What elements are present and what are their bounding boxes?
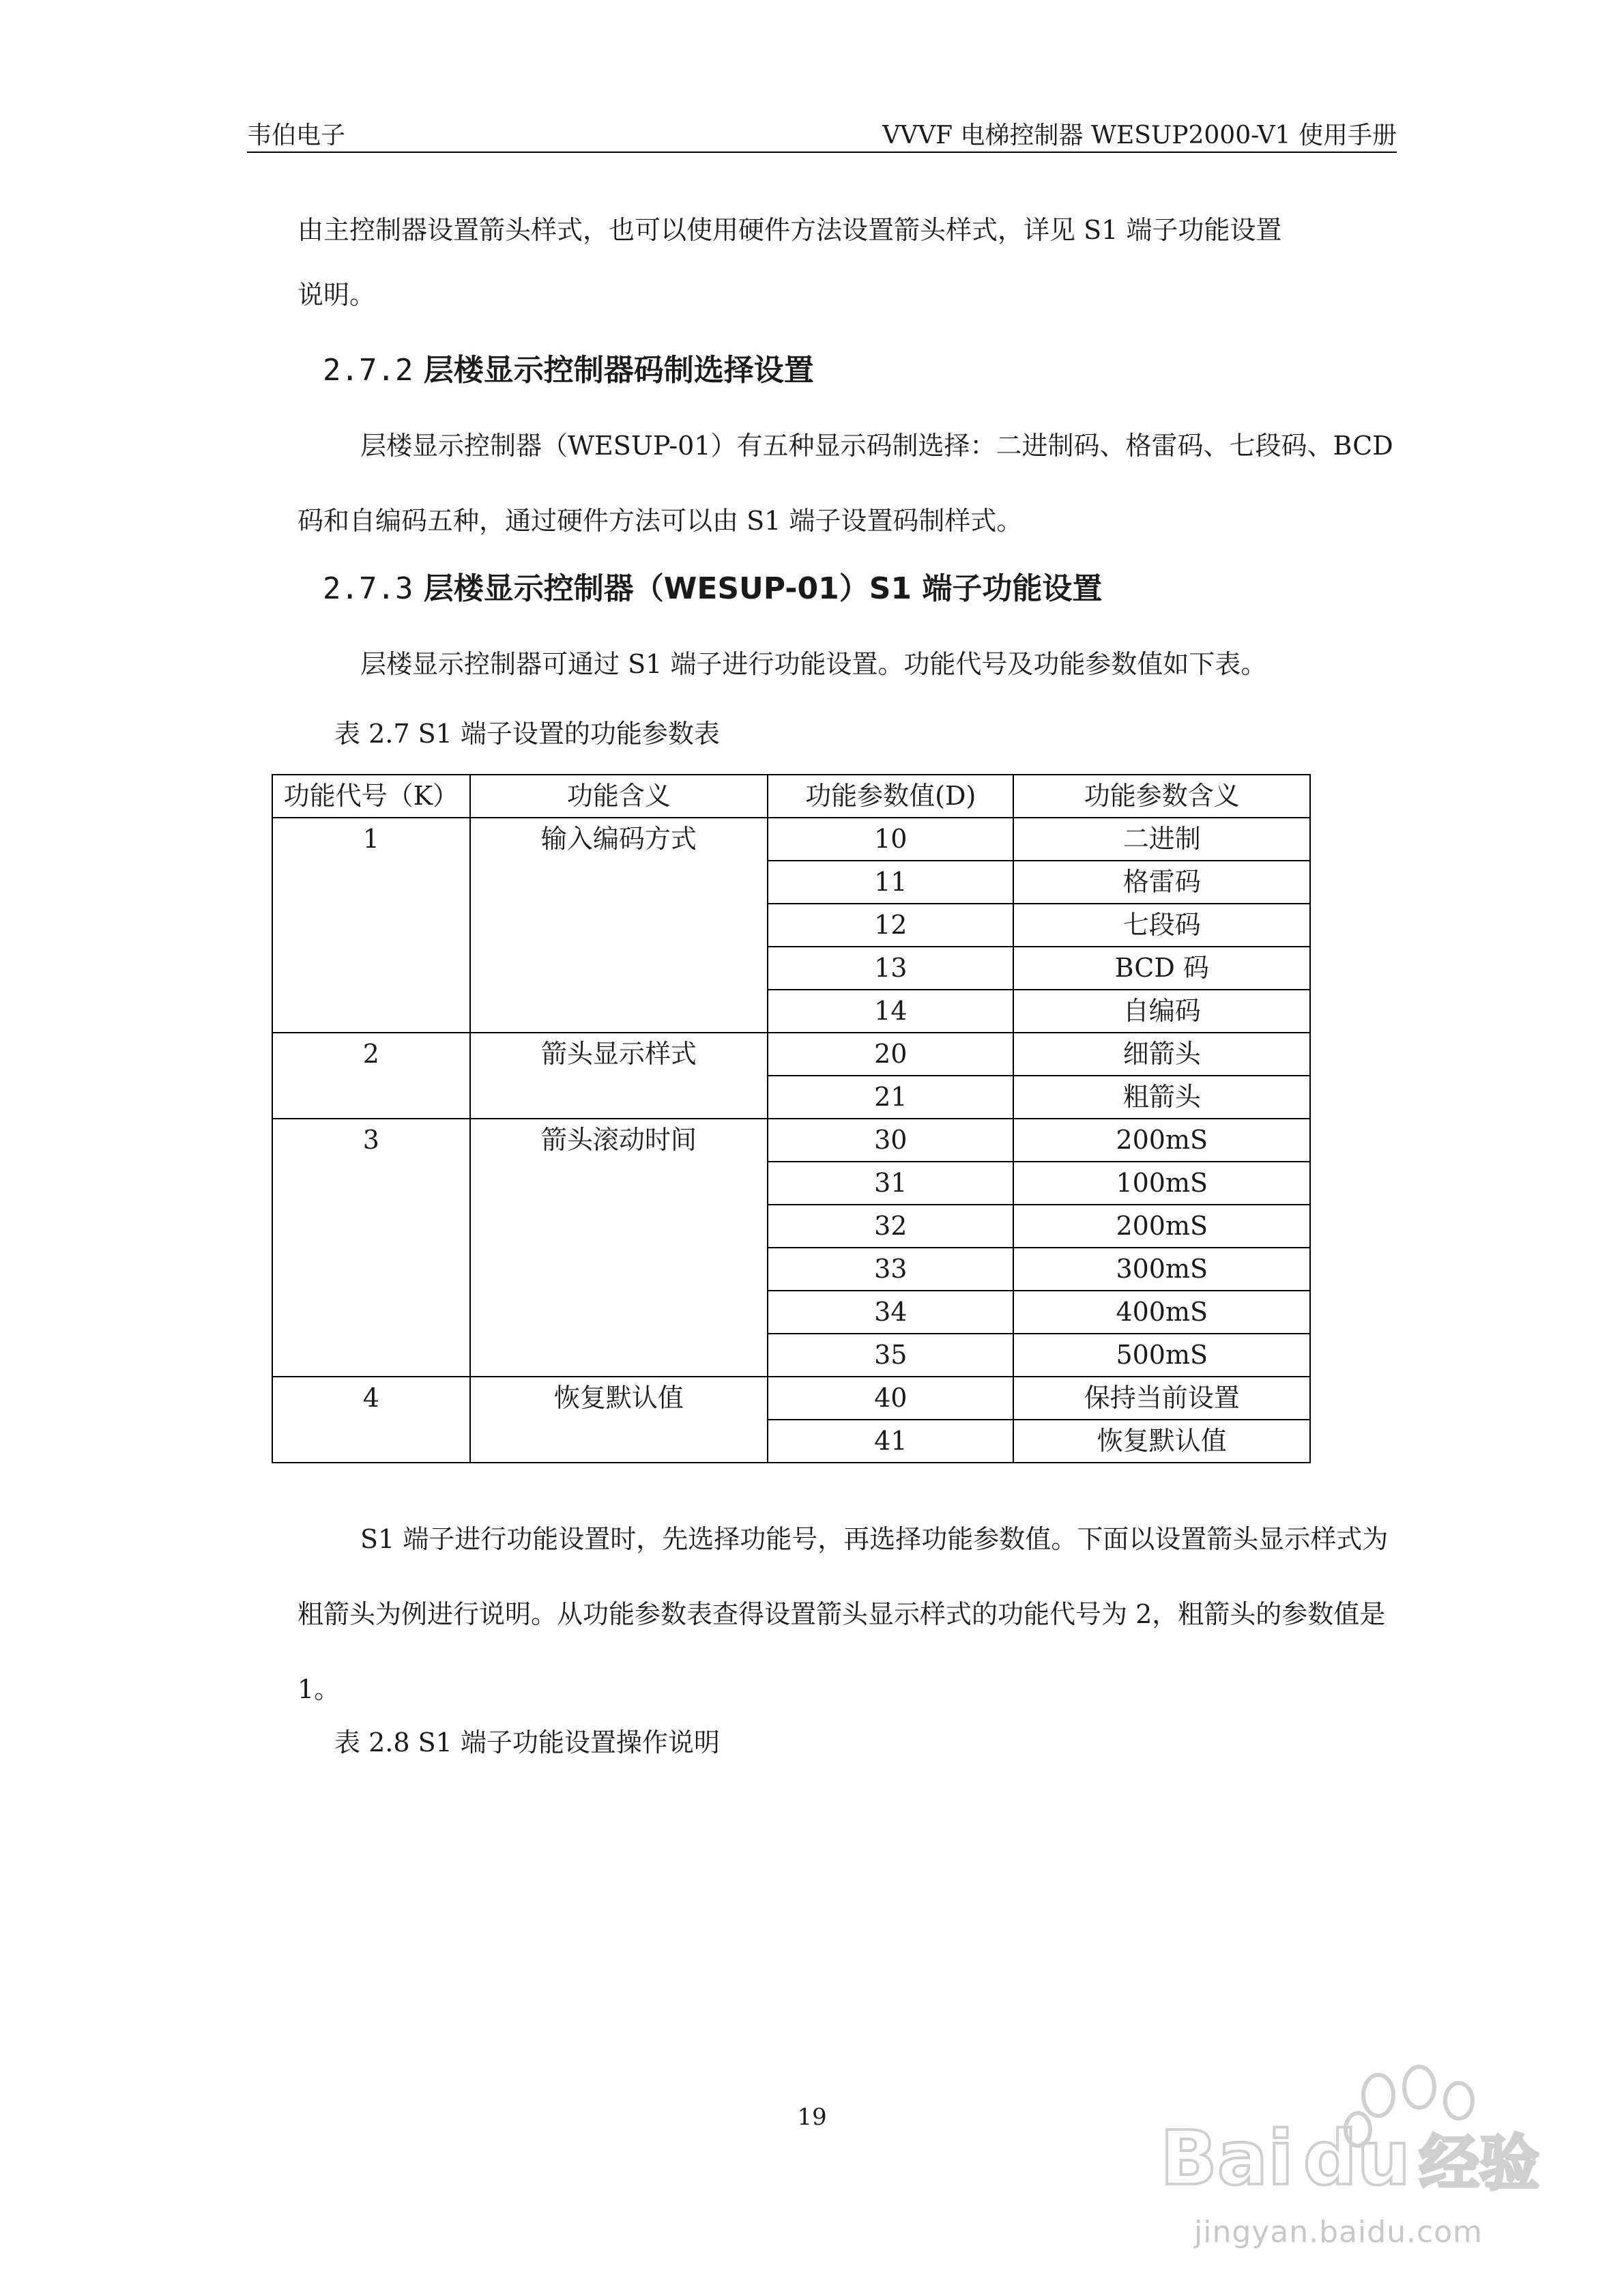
parameter-meaning-cell: 二进制 [1013,818,1310,861]
svg-text:Bai: Bai [1160,2114,1294,2202]
baidu-paw-logo-icon [1133,2048,1556,2211]
parameter-meaning-cell: BCD 码 [1013,947,1310,990]
section-273-title: 层楼显示控制器（WESUP-01）S1 端子功能设置 [423,571,1103,606]
section-273-body: 层楼显示控制器可通过 S1 端子进行功能设置。功能代号及功能参数值如下表。 [360,649,1267,679]
header-manual-title: VVVF 电梯控制器 WESUP2000-V1 使用手册 [882,121,1397,149]
table-row [272,1033,1310,1076]
function-meaning-cell: 输入编码方式 [470,818,768,1033]
function-meaning-cell: 箭头滚动时间 [470,1119,768,1377]
table-2-7-caption: 表 2.7 S1 端子设置的功能参数表 [334,719,720,749]
baidu-jingyan-watermark [1133,2048,1556,2259]
parameter-value-cell: 13 [768,947,1013,990]
parameter-value-cell: 31 [768,1162,1013,1205]
function-code-cell: 4 [272,1377,470,1463]
parameter-meaning-cell: 500mS [1013,1334,1310,1377]
parameter-value-cell: 11 [768,861,1013,904]
parameter-value-cell: 40 [768,1377,1013,1420]
table-header-row [272,775,1310,818]
parameter-meaning-cell: 400mS [1013,1291,1310,1334]
function-code-cell: 3 [272,1119,470,1377]
function-meaning-cell: 箭头显示样式 [470,1033,768,1119]
parameter-meaning-cell: 七段码 [1013,904,1310,947]
parameter-value-cell: 21 [768,1076,1013,1119]
section-273-number: 2.7.3 [323,571,414,606]
parameter-value-cell: 30 [768,1119,1013,1162]
function-code-cell: 1 [272,818,470,1033]
svg-text:经验: 经验 [1419,2128,1540,2198]
header-function-code: 功能代号（K） [272,775,470,818]
function-parameter-table [272,774,1311,1463]
table-row [272,1119,1310,1162]
table-row [272,818,1310,861]
parameter-meaning-cell: 200mS [1013,1205,1310,1248]
parameter-value-cell: 35 [768,1334,1013,1377]
section-272-number: 2.7.2 [323,353,414,388]
parameter-value-cell: 14 [768,990,1013,1033]
function-meaning-cell: 恢复默认值 [470,1377,768,1463]
intro-line-1: 由主控制器设置箭头样式，也可以使用硬件方法设置箭头样式，详见 S1 端子功能设置 [298,215,1282,245]
table-2-8-caption: 表 2.8 S1 端子功能设置操作说明 [334,1727,720,1757]
table-row [272,1377,1310,1420]
watermark-url: jingyan.baidu.com [1194,2215,1483,2250]
parameter-meaning-cell: 300mS [1013,1248,1310,1291]
parameter-value-cell: 12 [768,904,1013,947]
header-function-meaning: 功能含义 [470,775,768,818]
parameter-meaning-cell: 200mS [1013,1119,1310,1162]
parameter-meaning-cell: 100mS [1013,1162,1310,1205]
parameter-meaning-cell: 格雷码 [1013,861,1310,904]
parameter-value-cell: 33 [768,1248,1013,1291]
function-code-cell: 2 [272,1033,470,1119]
after-table-paragraph: S1 端子进行功能设置时，先选择功能号，再选择功能参数值。下面以设置箭头显示样式为粗箭头为例进行说明。从功能参数表查得设置箭头显示样式的功能代号为 2，粗箭头的参数值是 1。 [298,1524,1389,1704]
svg-text:du: du [1303,2114,1411,2202]
parameter-value-cell: 20 [768,1033,1013,1076]
header-divider [247,152,1397,153]
parameter-value-cell: 41 [768,1420,1013,1463]
header-company: 韦伯电子 [247,121,346,149]
parameter-meaning-cell: 保持当前设置 [1013,1377,1310,1420]
parameter-value-cell: 34 [768,1291,1013,1334]
parameter-meaning-cell: 自编码 [1013,990,1310,1033]
parameter-value-cell: 32 [768,1205,1013,1248]
page-number: 19 [797,2104,827,2131]
parameter-meaning-cell: 细箭头 [1013,1033,1310,1076]
header-parameter-meaning: 功能参数含义 [1013,775,1310,818]
header-parameter-value: 功能参数值(D) [768,775,1013,818]
section-272-body: 层楼显示控制器（WESUP-01）有五种显示码制选择：二进制码、格雷码、七段码、BCD 码和自编码五种，通过硬件方法可以由 S1 端子设置码制样式。 [298,431,1393,536]
section-272-heading [323,345,814,389]
section-272-title: 层楼显示控制器码制选择设置 [423,353,814,388]
parameter-meaning-cell: 恢复默认值 [1013,1420,1310,1463]
parameter-meaning-cell: 粗箭头 [1013,1076,1310,1119]
intro-line-2: 说明。 [298,280,376,310]
section-273-heading [323,564,1102,607]
parameter-value-cell: 10 [768,818,1013,861]
